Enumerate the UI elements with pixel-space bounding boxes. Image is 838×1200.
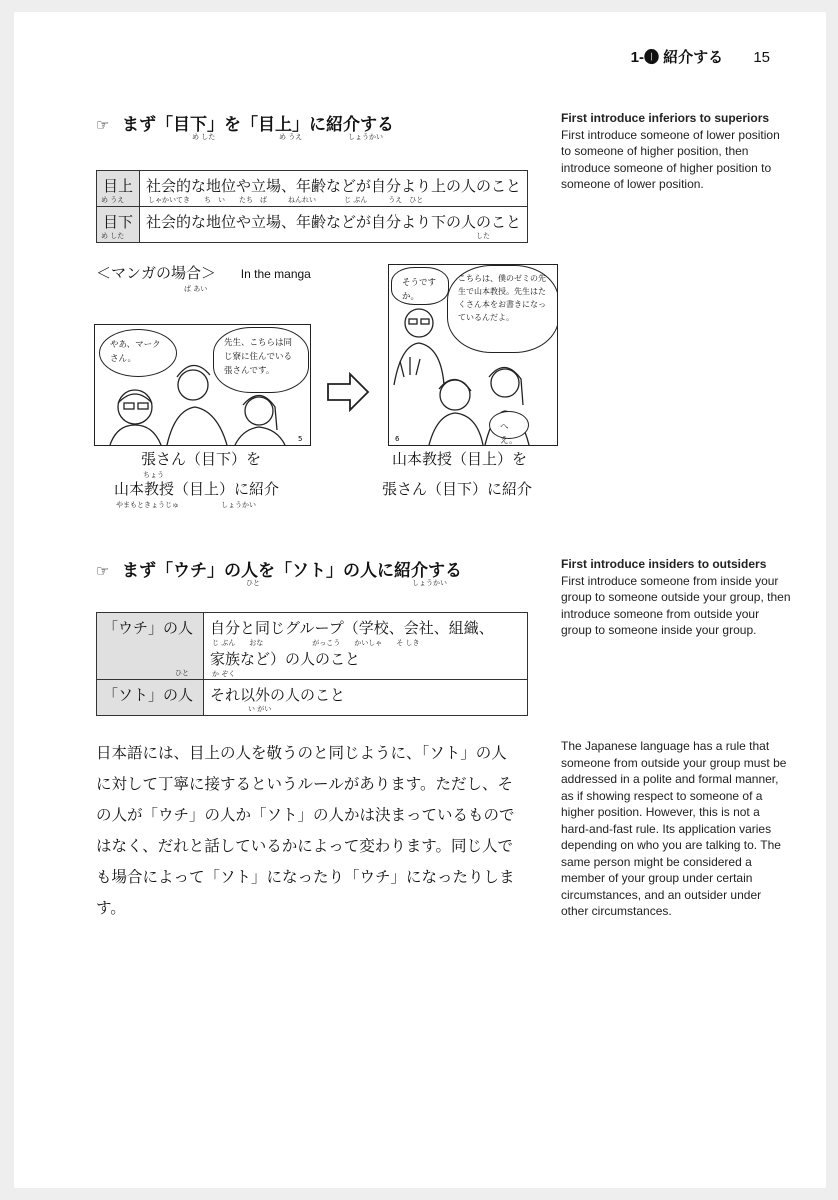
side-note-2 bbox=[561, 556, 791, 639]
side-note-title: First introduce inferiors to superiors bbox=[561, 111, 770, 125]
manga-label: ＜マンガの場合＞ ば あい In the manga bbox=[96, 264, 311, 293]
speech-bubble: へえ。 bbox=[489, 411, 529, 439]
table-row bbox=[97, 613, 528, 680]
manga-caption: 山本教授（目上）を bbox=[392, 450, 528, 468]
table-text: 自分と同じグループ（学校、会社、組織、 じ ぶん おな がっこう かいしゃ そ しき 家族など）の人のこと か ぞく bbox=[204, 613, 528, 680]
table-label: 「ウチ」の人 ひと bbox=[97, 613, 204, 680]
pointing-hand-icon: ☞ bbox=[96, 562, 110, 580]
table-text: それ以外の人のこと い がい bbox=[204, 680, 528, 716]
side-note-3 bbox=[561, 738, 791, 920]
definition-table-2 bbox=[96, 612, 528, 716]
definition-table-1 bbox=[96, 170, 528, 243]
table-label: 目下 め した bbox=[97, 207, 140, 243]
speech-bubble: そうですか。 bbox=[391, 267, 449, 305]
speech-bubble: やあ、マークさん。 bbox=[99, 329, 177, 377]
manga-panel-2 bbox=[388, 264, 558, 446]
furigana: しょうかい bbox=[348, 133, 383, 141]
table-text: 社会的な地位や立場、年齢などが自分より上の人のこと しゃかいてき ち い たち ば ねんれい じ ぶん うえ ひと bbox=[140, 171, 528, 207]
section-label: 1-❶ 紹介する bbox=[630, 49, 724, 66]
manga-caption: 張さん（目下）に紹介 bbox=[382, 480, 533, 498]
manga-caption: 張さん（目下）を ちょう bbox=[141, 450, 262, 479]
page bbox=[14, 12, 826, 1188]
paragraph-line: 日本語には、目上の人を敬うのと同じように、「ソト」の人 bbox=[96, 744, 507, 762]
manga-caption: 山本教授（目上）に紹介 やまもときょうじゅ しょうかい bbox=[114, 480, 280, 509]
table-row bbox=[97, 171, 528, 207]
speech-bubble: 先生、こちらは同じ寮に住んでいる張さんです。 bbox=[213, 327, 309, 393]
furigana: め うえ bbox=[279, 133, 303, 141]
page-number: 15 bbox=[753, 49, 770, 66]
paragraph-line: の人が「ウチ」の人か「ソト」の人かは決まっているもので bbox=[96, 806, 515, 824]
section-heading-2: ☞ まず「ウチ」の人を「ソト」の人に紹介する ひと しょうかい bbox=[96, 561, 462, 587]
right-arrow-icon bbox=[326, 372, 370, 412]
table-row bbox=[97, 680, 528, 716]
furigana: め した bbox=[192, 133, 216, 141]
side-note-body: First introduce someone of lower position to someone of higher position, then introduce someone of higher position to someone of lower position. bbox=[561, 127, 780, 191]
paragraph-line: も場合によって「ソト」になったり「ウチ」になったりしま bbox=[96, 868, 515, 886]
paragraph-line: に対して丁寧に接するというルールがあります。ただし、そ bbox=[96, 775, 513, 793]
page-header bbox=[631, 46, 770, 67]
pointing-hand-icon: ☞ bbox=[96, 116, 110, 134]
side-note-body: The Japanese language has a rule that someone from outside your group must be addressed in a polite and formal manner, as if showing respect to someone of a higher position. However, this is not a hard-and-fast rule. Its application varies depending on who you are talking to. The same person might be considered a member of your group under certain circumstances, and an outsider under other circumstances. bbox=[561, 739, 787, 918]
body-paragraph bbox=[96, 738, 536, 924]
section-heading-1: ☞ まず「目下」を「目上」に紹介する め した め うえ しょうかい bbox=[96, 115, 394, 141]
furigana: ひと bbox=[246, 579, 260, 587]
manga-panel-1 bbox=[94, 324, 311, 446]
table-label: 目上 め うえ bbox=[97, 171, 140, 207]
side-note-1 bbox=[561, 110, 791, 193]
table-row bbox=[97, 207, 528, 243]
manga-label-english: In the manga bbox=[240, 267, 311, 281]
side-note-body: First introduce someone from inside your group to someone outside your group, then introduce someone from outside your group to someone inside your group. bbox=[561, 573, 791, 637]
svg-text:6: 6 bbox=[395, 435, 400, 443]
paragraph-line: す。 bbox=[96, 899, 126, 917]
paragraph-line: はなく、だれと話しているかによって変わります。同じ人で bbox=[96, 837, 513, 855]
table-label: 「ソト」の人 bbox=[97, 680, 204, 716]
svg-text:5: 5 bbox=[298, 435, 303, 443]
speech-bubble: こちらは、僕のゼミの先生で山本教授。先生はたくさん本をお書きになっているんだよ。 bbox=[447, 265, 558, 353]
table-text: 社会的な地位や立場、年齢などが自分より下の人のこと した bbox=[140, 207, 528, 243]
side-note-title: First introduce insiders to outsiders bbox=[561, 557, 767, 571]
furigana: しょうかい bbox=[412, 579, 447, 587]
